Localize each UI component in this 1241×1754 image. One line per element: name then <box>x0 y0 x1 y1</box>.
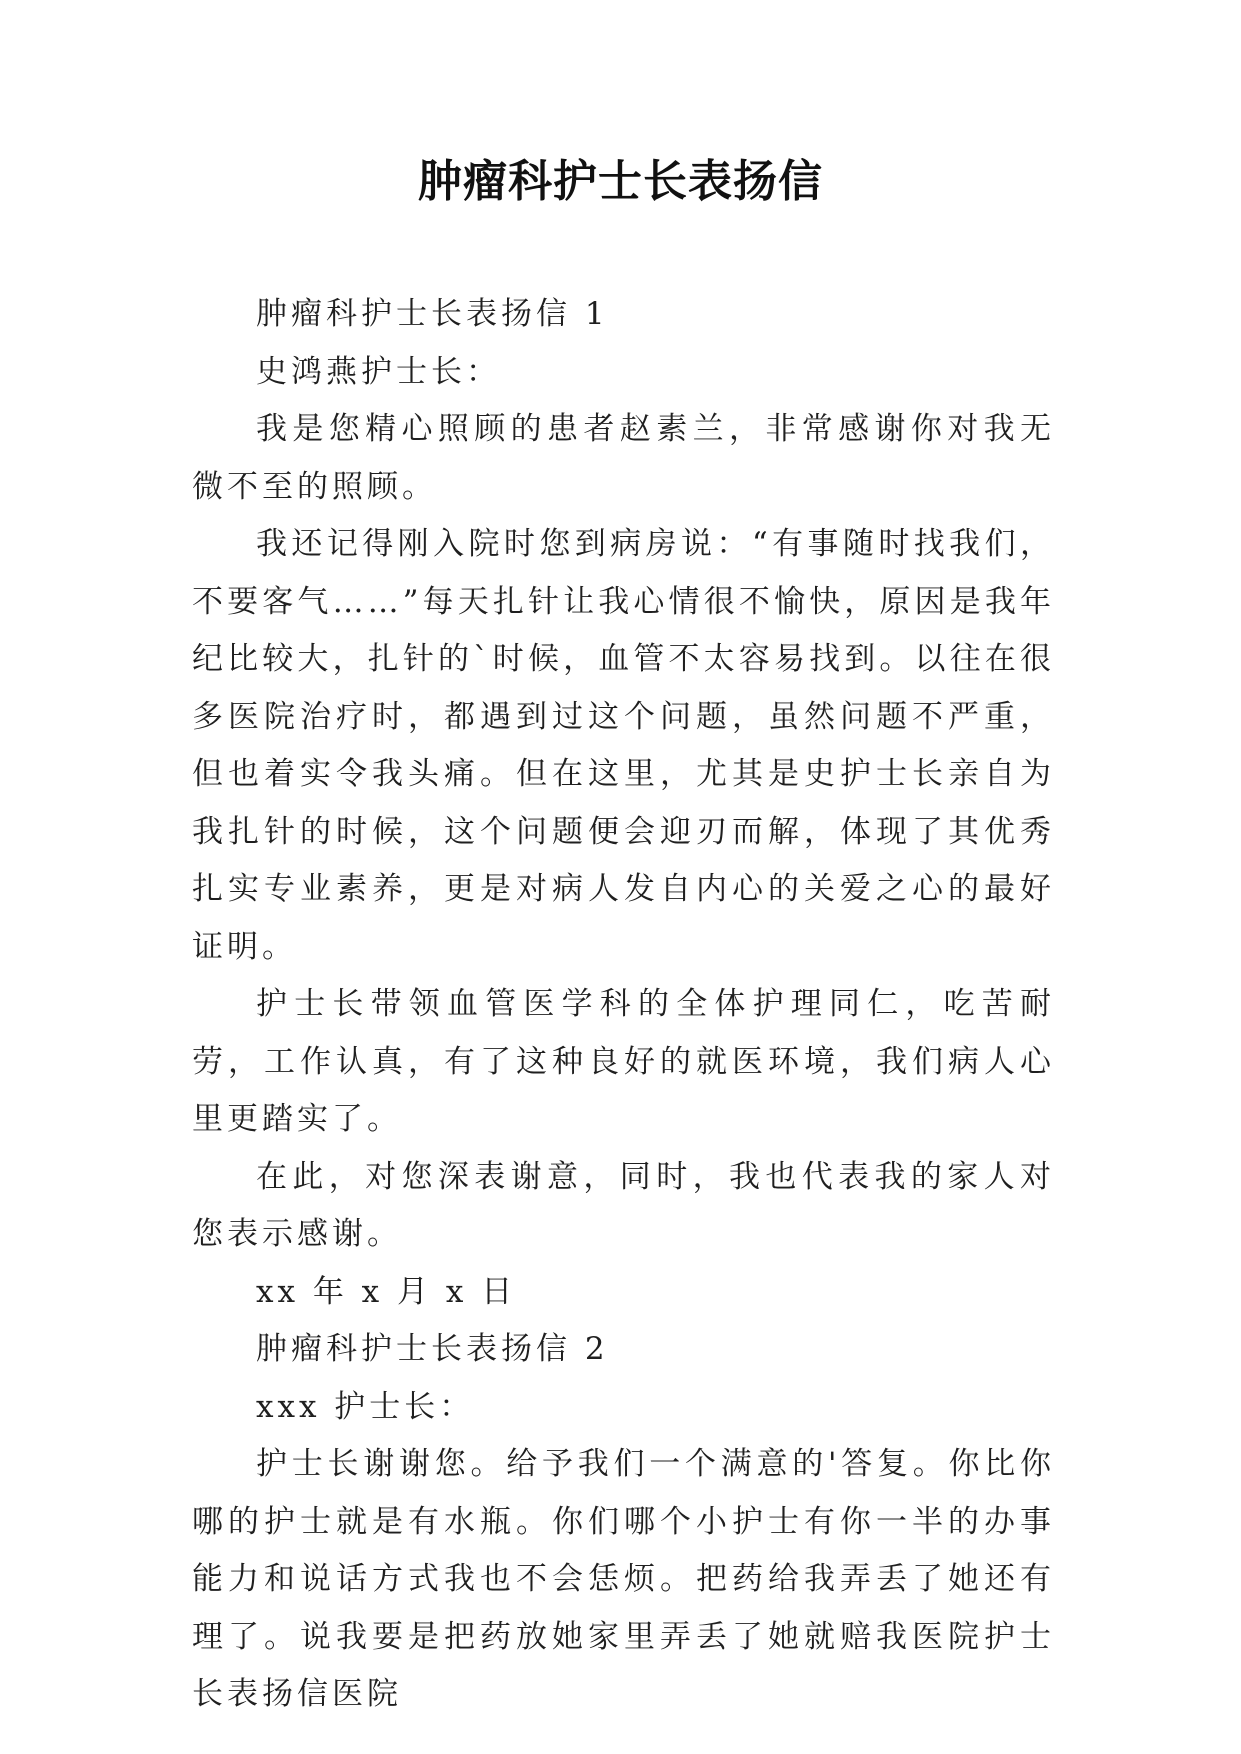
heading-letter-2: 肿瘤科护士长表扬信 2 <box>256 1331 609 1367</box>
date-line: xx 年 x 月 x 日 <box>256 1273 517 1310</box>
paragraph: 我还记得刚入院时您到病房说：“有事随时找我们，不要客气……”每天扎针让我心情很不愉快，原因是我年纪比较大，扎针的`时候，血管不太容易找到。以往在很多医院治疗时，都遇到过这个问题，虽然问题不严重，但也着实令我头痛。但在这里，尤其是史护士长亲自为我扎针的时候，这个问题便会迎刃而解，体现了其优秀扎实专业素养，更是对病人发自内心的关爱之心的最好证明。 <box>192 526 1055 965</box>
heading-letter-1: 肿瘤科护士长表扬信 1 <box>256 296 609 332</box>
salutation-1: 史鸿燕护士长： <box>256 353 501 390</box>
paragraph: 在此，对您深表谢意，同时，我也代表我的家人对您表示感谢。 <box>192 1158 1055 1252</box>
paragraph: 护士长谢谢您。给予我们一个满意的'答复。你比你哪的护士就是有水瓶。你们哪个小护士有你一半的办事能力和说话方式我也不会恁烦。把药给我弄丢了她还有理了。说我要是把药放她家里弄丢了她就赔我医院护士长表扬信医院 <box>192 1446 1055 1712</box>
paragraph: 我是您精心照顾的患者赵素兰，非常感谢你对我无微不至的照顾。 <box>192 411 1055 505</box>
document-body <box>192 286 1055 1724</box>
paragraph: 护士长带领血管医学科的全体护理同仁，吃苦耐劳，工作认真，有了这种良好的就医环境，我们病人心里更踏实了。 <box>192 986 1055 1137</box>
salutation-2: xxx 护士长： <box>256 1388 475 1425</box>
document-title: 肿瘤科护士长表扬信 <box>418 156 823 207</box>
